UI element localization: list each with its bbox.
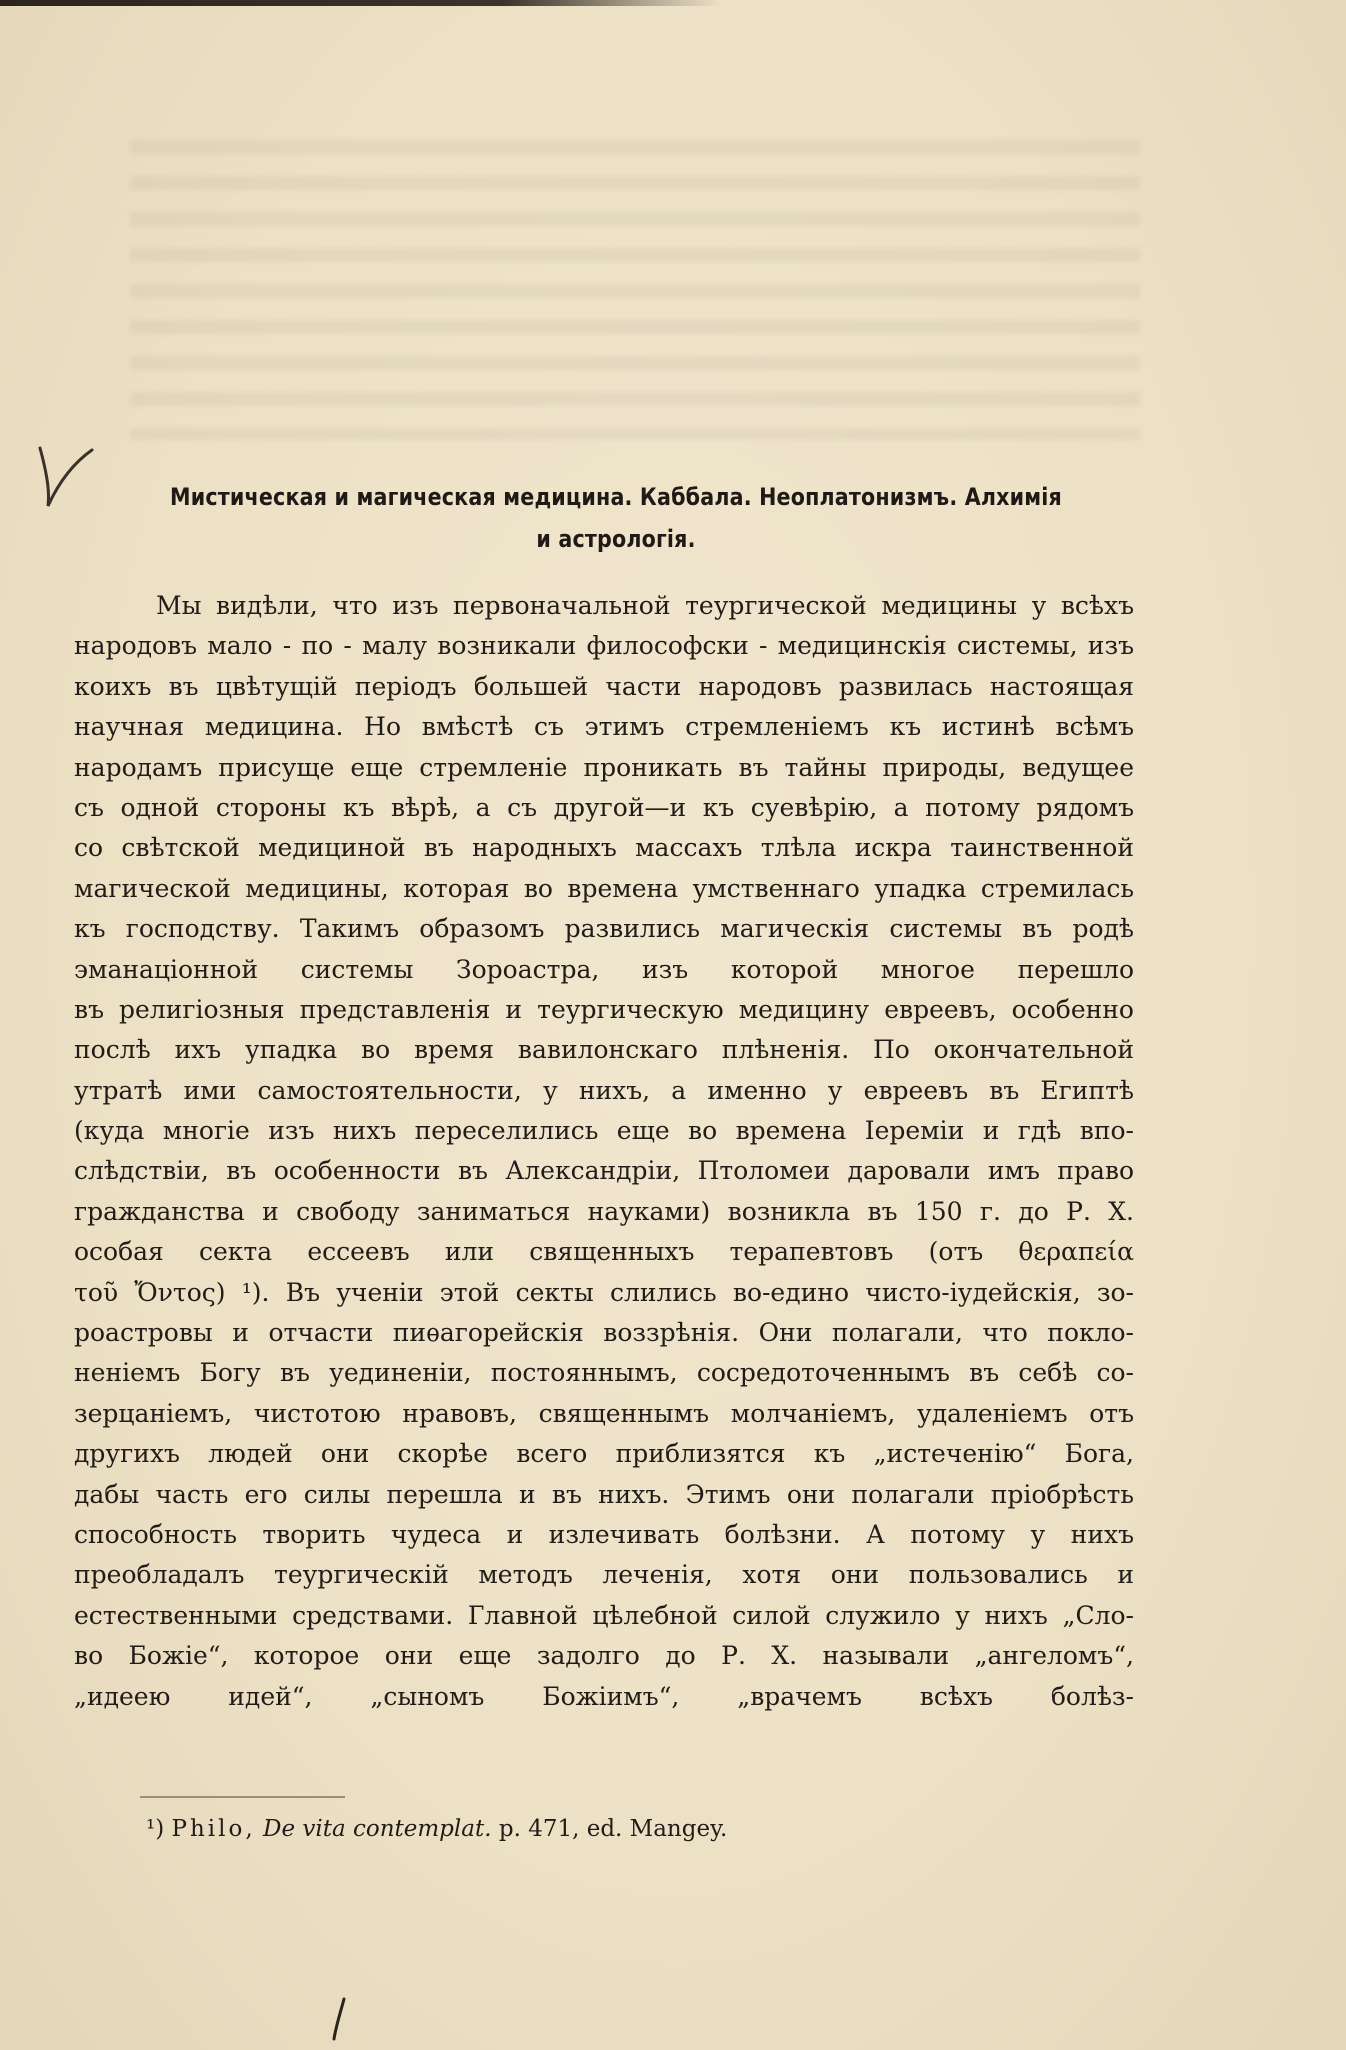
body-line: магической медицины, которая во времена умственнаго упадка стремилась (74, 873, 1134, 903)
body-line: утратѣ ими самостоятельности, у нихъ, а именно у евреевъ въ Египтѣ (74, 1075, 1134, 1105)
heading-line-1: Мистическая и магическая медицина. Каббала. Неоплатонизмъ. Алхимія (170, 483, 1062, 511)
body-line: коихъ въ цвѣтущій періодъ большей части народовъ развилась настоящая (74, 671, 1134, 701)
body-line: преобладалъ теургическій методъ леченія, хотя они пользовались и (74, 1560, 1134, 1590)
pencil-stroke-mark (330, 1996, 350, 2042)
body-line: (куда многіе изъ нихъ переселились еще во времена Іереміи и гдѣ впо- (74, 1116, 1134, 1146)
body-line: естественными средствами. Главной цѣлебной силой служило у нихъ „Сло- (74, 1600, 1134, 1630)
body-line: народамъ присуще еще стремленіе проникать въ тайны природы, ведущее (74, 752, 1134, 782)
body-line: способность творить чудеса и излечивать болѣзни. А потому у нихъ (74, 1519, 1134, 1549)
body-line: гражданства и свободу заниматься науками) возникла въ 150 г. до Р. Х. (74, 1196, 1134, 1226)
body-line: Мы видѣли, что изъ первоначальной теургической медицины у всѣхъ (156, 591, 1134, 620)
body-line: народовъ мало - по - малу возникали философски - медицинскія системы, изъ (74, 631, 1134, 661)
top-edge-rule (0, 0, 720, 6)
body-line: зерцаніемъ, чистотою нравовъ, священнымъ молчаніемъ, удаленіемъ отъ (74, 1398, 1134, 1428)
bleed-through-shadow (130, 140, 1140, 440)
footnote-author: Philo, (171, 1816, 256, 1842)
body-line: роастровы и отчасти пиѳагорейскія воззрѣнія. Они полагали, что покло- (74, 1318, 1134, 1348)
footnote-title: De vita contemplat. (263, 1816, 492, 1842)
chapter-heading (169, 476, 1063, 560)
body-line: съ одной стороны къ вѣрѣ, а съ другой—и къ суевѣрію, а потому рядомъ (74, 792, 1134, 822)
body-line: со свѣтской медициной въ народныхъ массахъ тлѣла искра таинственной (74, 833, 1134, 863)
footnote (146, 1814, 727, 1844)
body-line: эманаціонной системы Зороастра, изъ которой многое перешло (74, 954, 1134, 984)
heading-line-2: и астрологія. (536, 525, 696, 553)
body-line: въ религіозныя представленія и теургическую медицину евреевъ, особенно (74, 994, 1134, 1024)
body-paragraph (74, 586, 1134, 1717)
body-line: дабы часть его силы перешла и въ нихъ. Этимъ они полагали пріобрѣсть (74, 1479, 1134, 1509)
body-line: послѣ ихъ упадка во время вавилонскаго плѣненія. По окончательной (74, 1035, 1134, 1065)
body-line: къ господству. Такимъ образомъ развились магическія системы въ родѣ (74, 914, 1134, 944)
footnote-rest: p. 471, ed. Mangey. (498, 1816, 728, 1842)
footnote-marker: ¹) (146, 1816, 165, 1842)
pencil-check-mark (34, 440, 94, 510)
body-line: другихъ людей они скорѣе всего приблизятся къ „истеченію“ Бога, (74, 1439, 1134, 1469)
body-line: особая секта ессеевъ или священныхъ терапевтовъ (отъ θεραπεία (74, 1237, 1134, 1267)
body-line: слѣдствіи, въ особенности въ Александріи, Птоломеи даровали имъ право (74, 1156, 1134, 1186)
footnote-separator (140, 1796, 345, 1798)
body-line: τοῦ Ὄντος) ¹). Въ ученіи этой секты слились во-едино чисто-іудейскія, зо- (74, 1277, 1134, 1307)
body-line: во Божіе“, которое они еще задолго до Р. Х. называли „ангеломъ“, (74, 1641, 1134, 1671)
body-line: научная медицина. Но вмѣстѣ съ этимъ стремленіемъ къ истинѣ всѣмъ (74, 712, 1134, 742)
body-line: неніемъ Богу въ уединеніи, постояннымъ, сосредоточеннымъ въ себѣ со- (74, 1358, 1134, 1388)
body-line: „идеею идей“, „сыномъ Божіимъ“, „врачемъ всѣхъ болѣз- (74, 1681, 1134, 1711)
